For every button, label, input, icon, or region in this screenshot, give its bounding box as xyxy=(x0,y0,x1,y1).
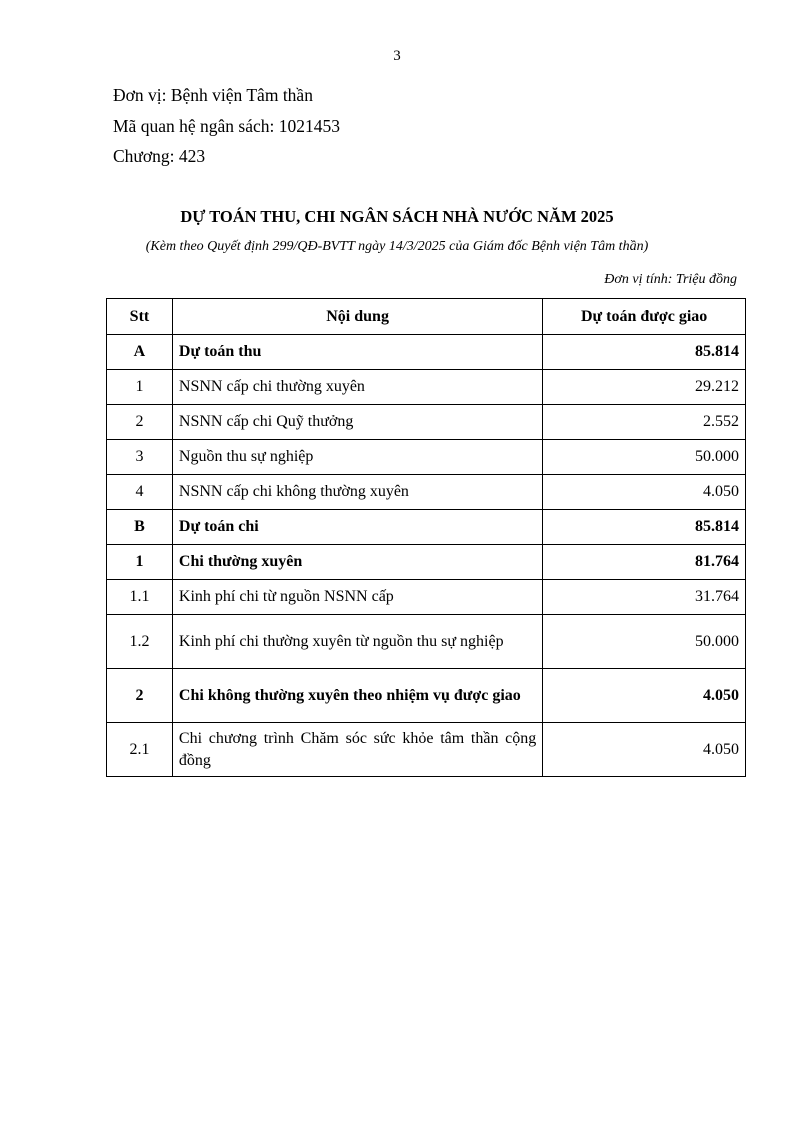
row-content: Chi không thường xuyên theo nhiệm vụ được giao xyxy=(172,669,542,723)
row-content: NSNN cấp chi không thường xuyên xyxy=(172,475,542,510)
document-subtitle: (Kèm theo Quyết định 299/QĐ-BVTT ngày 14/3/2025 của Giám đốc Bệnh viện Tâm thần) xyxy=(145,239,649,254)
row-stt: 4 xyxy=(107,475,173,510)
row-content: Kinh phí chi thường xuyên từ nguồn thu sự nghiệp xyxy=(172,615,542,669)
header-stt: Stt xyxy=(107,299,173,335)
row-content: Chi chương trình Chăm sóc sức khỏe tâm thần cộng đồng xyxy=(172,723,542,777)
row-stt: 1.1 xyxy=(107,580,173,615)
row-stt: A xyxy=(107,335,173,370)
row-content: Nguồn thu sự nghiệp xyxy=(172,440,542,475)
table-row xyxy=(107,405,746,440)
row-value: 85.814 xyxy=(543,510,746,545)
row-value: 4.050 xyxy=(543,669,746,723)
row-content: Dự toán chi xyxy=(172,510,542,545)
table-row xyxy=(107,335,746,370)
row-content: NSNN cấp chi thường xuyên xyxy=(172,370,542,405)
table-row xyxy=(107,440,746,475)
row-stt: B xyxy=(107,510,173,545)
table-row xyxy=(107,510,746,545)
header-content: Nội dung xyxy=(172,299,542,335)
budget-table xyxy=(106,298,746,777)
table-row xyxy=(107,580,746,615)
row-stt: 1 xyxy=(107,545,173,580)
row-value: 50.000 xyxy=(543,440,746,475)
row-content: NSNN cấp chi Quỹ thưởng xyxy=(172,405,542,440)
document-title: DỰ TOÁN THU, CHI NGÂN SÁCH NHÀ NƯỚC NĂM 2025 xyxy=(180,207,614,226)
row-value: 50.000 xyxy=(543,615,746,669)
row-value: 81.764 xyxy=(543,545,746,580)
table-row xyxy=(107,723,746,777)
table-row xyxy=(107,615,746,669)
row-stt: 3 xyxy=(107,440,173,475)
row-stt: 1.2 xyxy=(107,615,173,669)
row-stt: 2 xyxy=(107,405,173,440)
row-stt: 1 xyxy=(107,370,173,405)
row-value: 85.814 xyxy=(543,335,746,370)
row-stt: 2.1 xyxy=(107,723,173,777)
row-content: Dự toán thu xyxy=(172,335,542,370)
unit-line: Đơn vị: Bệnh viện Tâm thần xyxy=(113,85,313,105)
currency-unit: Đơn vị tính: Triệu đồng xyxy=(604,272,737,287)
row-value: 4.050 xyxy=(543,475,746,510)
row-value: 31.764 xyxy=(543,580,746,615)
header-value: Dự toán được giao xyxy=(543,299,746,335)
row-content: Chi thường xuyên xyxy=(172,545,542,580)
table-row xyxy=(107,475,746,510)
page-number: 3 xyxy=(393,48,401,64)
row-value: 2.552 xyxy=(543,405,746,440)
row-value: 29.212 xyxy=(543,370,746,405)
row-stt: 2 xyxy=(107,669,173,723)
table-row xyxy=(107,370,746,405)
row-content: Kinh phí chi từ nguồn NSNN cấp xyxy=(172,580,542,615)
table-header-row xyxy=(107,299,746,335)
chapter-line: Chương: 423 xyxy=(113,146,206,166)
row-value: 4.050 xyxy=(543,723,746,777)
budget-code-line: Mã quan hệ ngân sách: 1021453 xyxy=(113,116,340,136)
table-row xyxy=(107,669,746,723)
table-row xyxy=(107,545,746,580)
